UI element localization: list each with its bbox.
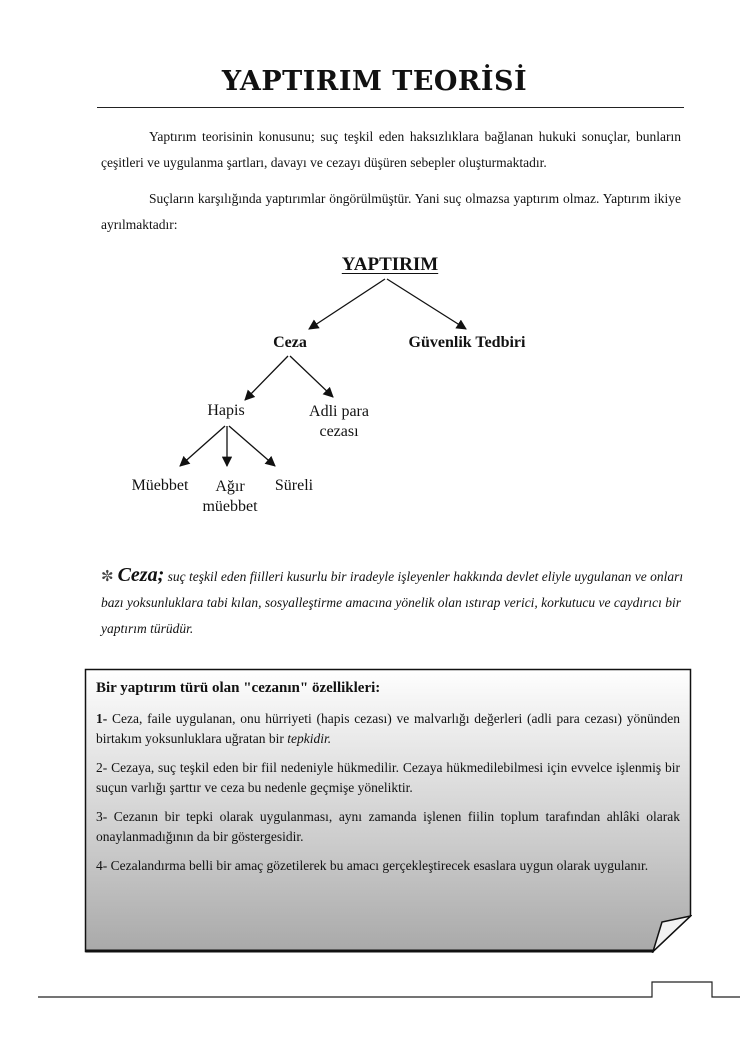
tree-node-adli-para-cezasi <box>309 402 369 442</box>
asterisk-icon: ✼ <box>101 569 114 585</box>
property-text: Cezaya, suç teşkil eden bir fiil nedeniyle hükmedilir. Cezaya hükmedilebilmesi için evvelce işlenmiş bir suçun varlığı şarttır ve ceza bu nedenle geçmişe yöneliktir. <box>96 760 680 795</box>
tree-node-ceza: Ceza <box>273 334 307 351</box>
page-title: YAPTIRIM TEORİSİ <box>221 66 528 97</box>
properties-note-box <box>84 668 692 953</box>
page-footer-rule <box>0 975 749 1015</box>
tree-root-yaptirim: YAPTIRIM <box>341 254 439 275</box>
arrow-root-guvenlik <box>387 279 466 329</box>
intro-paragraph <box>101 124 681 176</box>
property-emphasis: tepkidir. <box>287 731 332 746</box>
ceza-definition <box>101 562 687 642</box>
property-number: 2- <box>96 760 108 775</box>
arrow-hapis-sureli <box>229 426 275 466</box>
arrow-ceza-adli-para <box>290 356 333 397</box>
agir-muebbet-line-2: müebbet <box>202 498 258 515</box>
property-text: Cezanın bir tepki olarak uygulanması, aynı zamanda işlenen fiilin toplum tarafından ahlâki olarak onaylanmadığının da bir göstergesidir. <box>96 809 680 844</box>
definition-text: suç teşkil eden fiilleri kusurlu bir iradeyle işleyenler hakkında devlet eliyle uygulanan ve onları bazı yoksunluklara tabi kılan, sosyalleştirme amacına yönelik olan ıstırap verici, korkutucu ve caydırıcı bir yaptırım türüdür. <box>101 569 684 636</box>
property-item-3 <box>96 807 680 847</box>
arrow-ceza-hapis <box>245 356 288 400</box>
intro-paragraph-text: Yaptırım teorisinin konusunu; suç teşkil eden haksızlıklara bağlanan hukuki sonuçlar, bunların çeşitleri ve uygulanma şartları, davayı ve cezayı düşüren sebepler oluşturmaktadır. <box>101 129 681 170</box>
property-number: 3- <box>96 809 108 824</box>
definition-term: Ceza; <box>117 564 165 586</box>
tree-node-guvenlik-tedbiri: Güvenlik Tedbiri <box>408 334 526 351</box>
types-paragraph <box>101 186 681 238</box>
property-number: 4- <box>96 858 108 873</box>
property-item-2 <box>96 758 680 798</box>
property-text: Ceza, faile uygulanan, onu hürriyeti (hapis cezası) ve malvarlığı değerleri (adli para cezası) yönünden birtakım yoksunluklara uğratan bir <box>96 711 680 746</box>
property-item-1 <box>96 709 680 749</box>
note-heading: Bir yaptırım türü olan "cezanın" özellikleri: <box>96 680 381 696</box>
tree-node-agir-muebbet <box>202 477 257 517</box>
tree-node-muebbet: Müebbet <box>131 477 189 494</box>
title-divider <box>97 107 684 108</box>
arrow-root-ceza <box>309 279 385 329</box>
types-paragraph-text: Suçların karşılığında yaptırımlar öngörülmüştür. Yani suç olmazsa yaptırım olmaz. Yaptırım ikiye ayrılmaktadır: <box>101 191 681 232</box>
arrow-hapis-muebbet <box>180 426 225 466</box>
tree-node-hapis: Hapis <box>207 402 245 419</box>
property-item-4 <box>96 856 680 876</box>
agir-muebbet-line-1: Ağır <box>215 478 245 495</box>
tree-node-sureli: Süreli <box>274 477 314 494</box>
adli-para-line-1: Adli para <box>309 403 369 420</box>
adli-para-line-2: cezası <box>319 423 359 440</box>
property-text: Cezalandırma belli bir amaç gözetilerek bu amacı gerçekleştirecek esaslara uygun olarak uygulanır. <box>107 858 649 873</box>
property-number: 1- <box>96 711 108 726</box>
